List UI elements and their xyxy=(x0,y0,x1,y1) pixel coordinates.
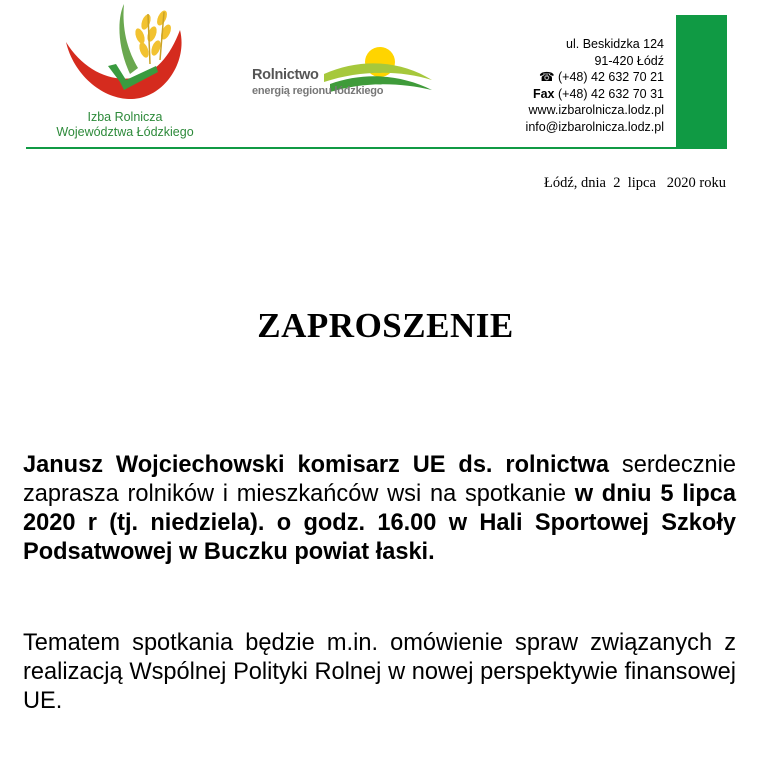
invitation-paragraph xyxy=(23,451,736,567)
phone-line xyxy=(526,69,664,86)
website-link[interactable]: www.izbarolnicza.lodz.pl xyxy=(528,103,664,118)
address-street: ul. Beskidzka 124 xyxy=(566,37,664,51)
campaign-line1: Rolnictwo xyxy=(252,67,319,83)
campaign-line2: energią regionu łódzkiego xyxy=(252,85,384,97)
org-name-line1: Izba Rolnicza xyxy=(87,110,163,124)
document-title: ZAPROSZENIE xyxy=(257,306,514,345)
header-accent-bar xyxy=(676,15,727,149)
org-logo xyxy=(40,4,210,144)
invitation-text: serdecznie zaprasza rolników i mieszkańców wsi na spotkanie xyxy=(23,452,736,507)
topic-paragraph: Tematem spotkania będzie m.in. omówienie spraw związanych z realizacją Wspólnej Polityki Rolnej w nowej perspektywie finansowej UE. xyxy=(23,630,736,714)
telephone-icon: ☎ xyxy=(538,70,555,85)
wheat-pepper-icon xyxy=(60,4,190,109)
fax-number: (+48) 42 632 70 31 xyxy=(558,86,664,101)
contact-block xyxy=(526,36,664,136)
org-name-line2: Województwa Łódzkiego xyxy=(56,125,194,139)
phone-number: (+48) 42 632 70 21 xyxy=(558,70,664,85)
invitation-details: w dniu 5 lipca 2020 r (tj. niedziela). o godz. 16.00 w Hali Sportowej Szkoły Podsatwowej w Buczku powiat łaski. xyxy=(23,481,736,565)
email-link[interactable]: info@izbarolnicza.lodz.pl xyxy=(525,119,664,134)
header-divider xyxy=(26,147,727,149)
date-line: Łódź, dnia 2 lipca 2020 roku xyxy=(543,175,726,191)
fax-label: Fax xyxy=(532,86,555,101)
campaign-logo xyxy=(250,40,440,110)
invitation-intro: Janusz Wojciechowski komisarz UE ds. rolnictwa xyxy=(23,452,609,478)
address-postal: 91-420 Łódź xyxy=(594,53,664,68)
fax-line xyxy=(526,86,664,103)
